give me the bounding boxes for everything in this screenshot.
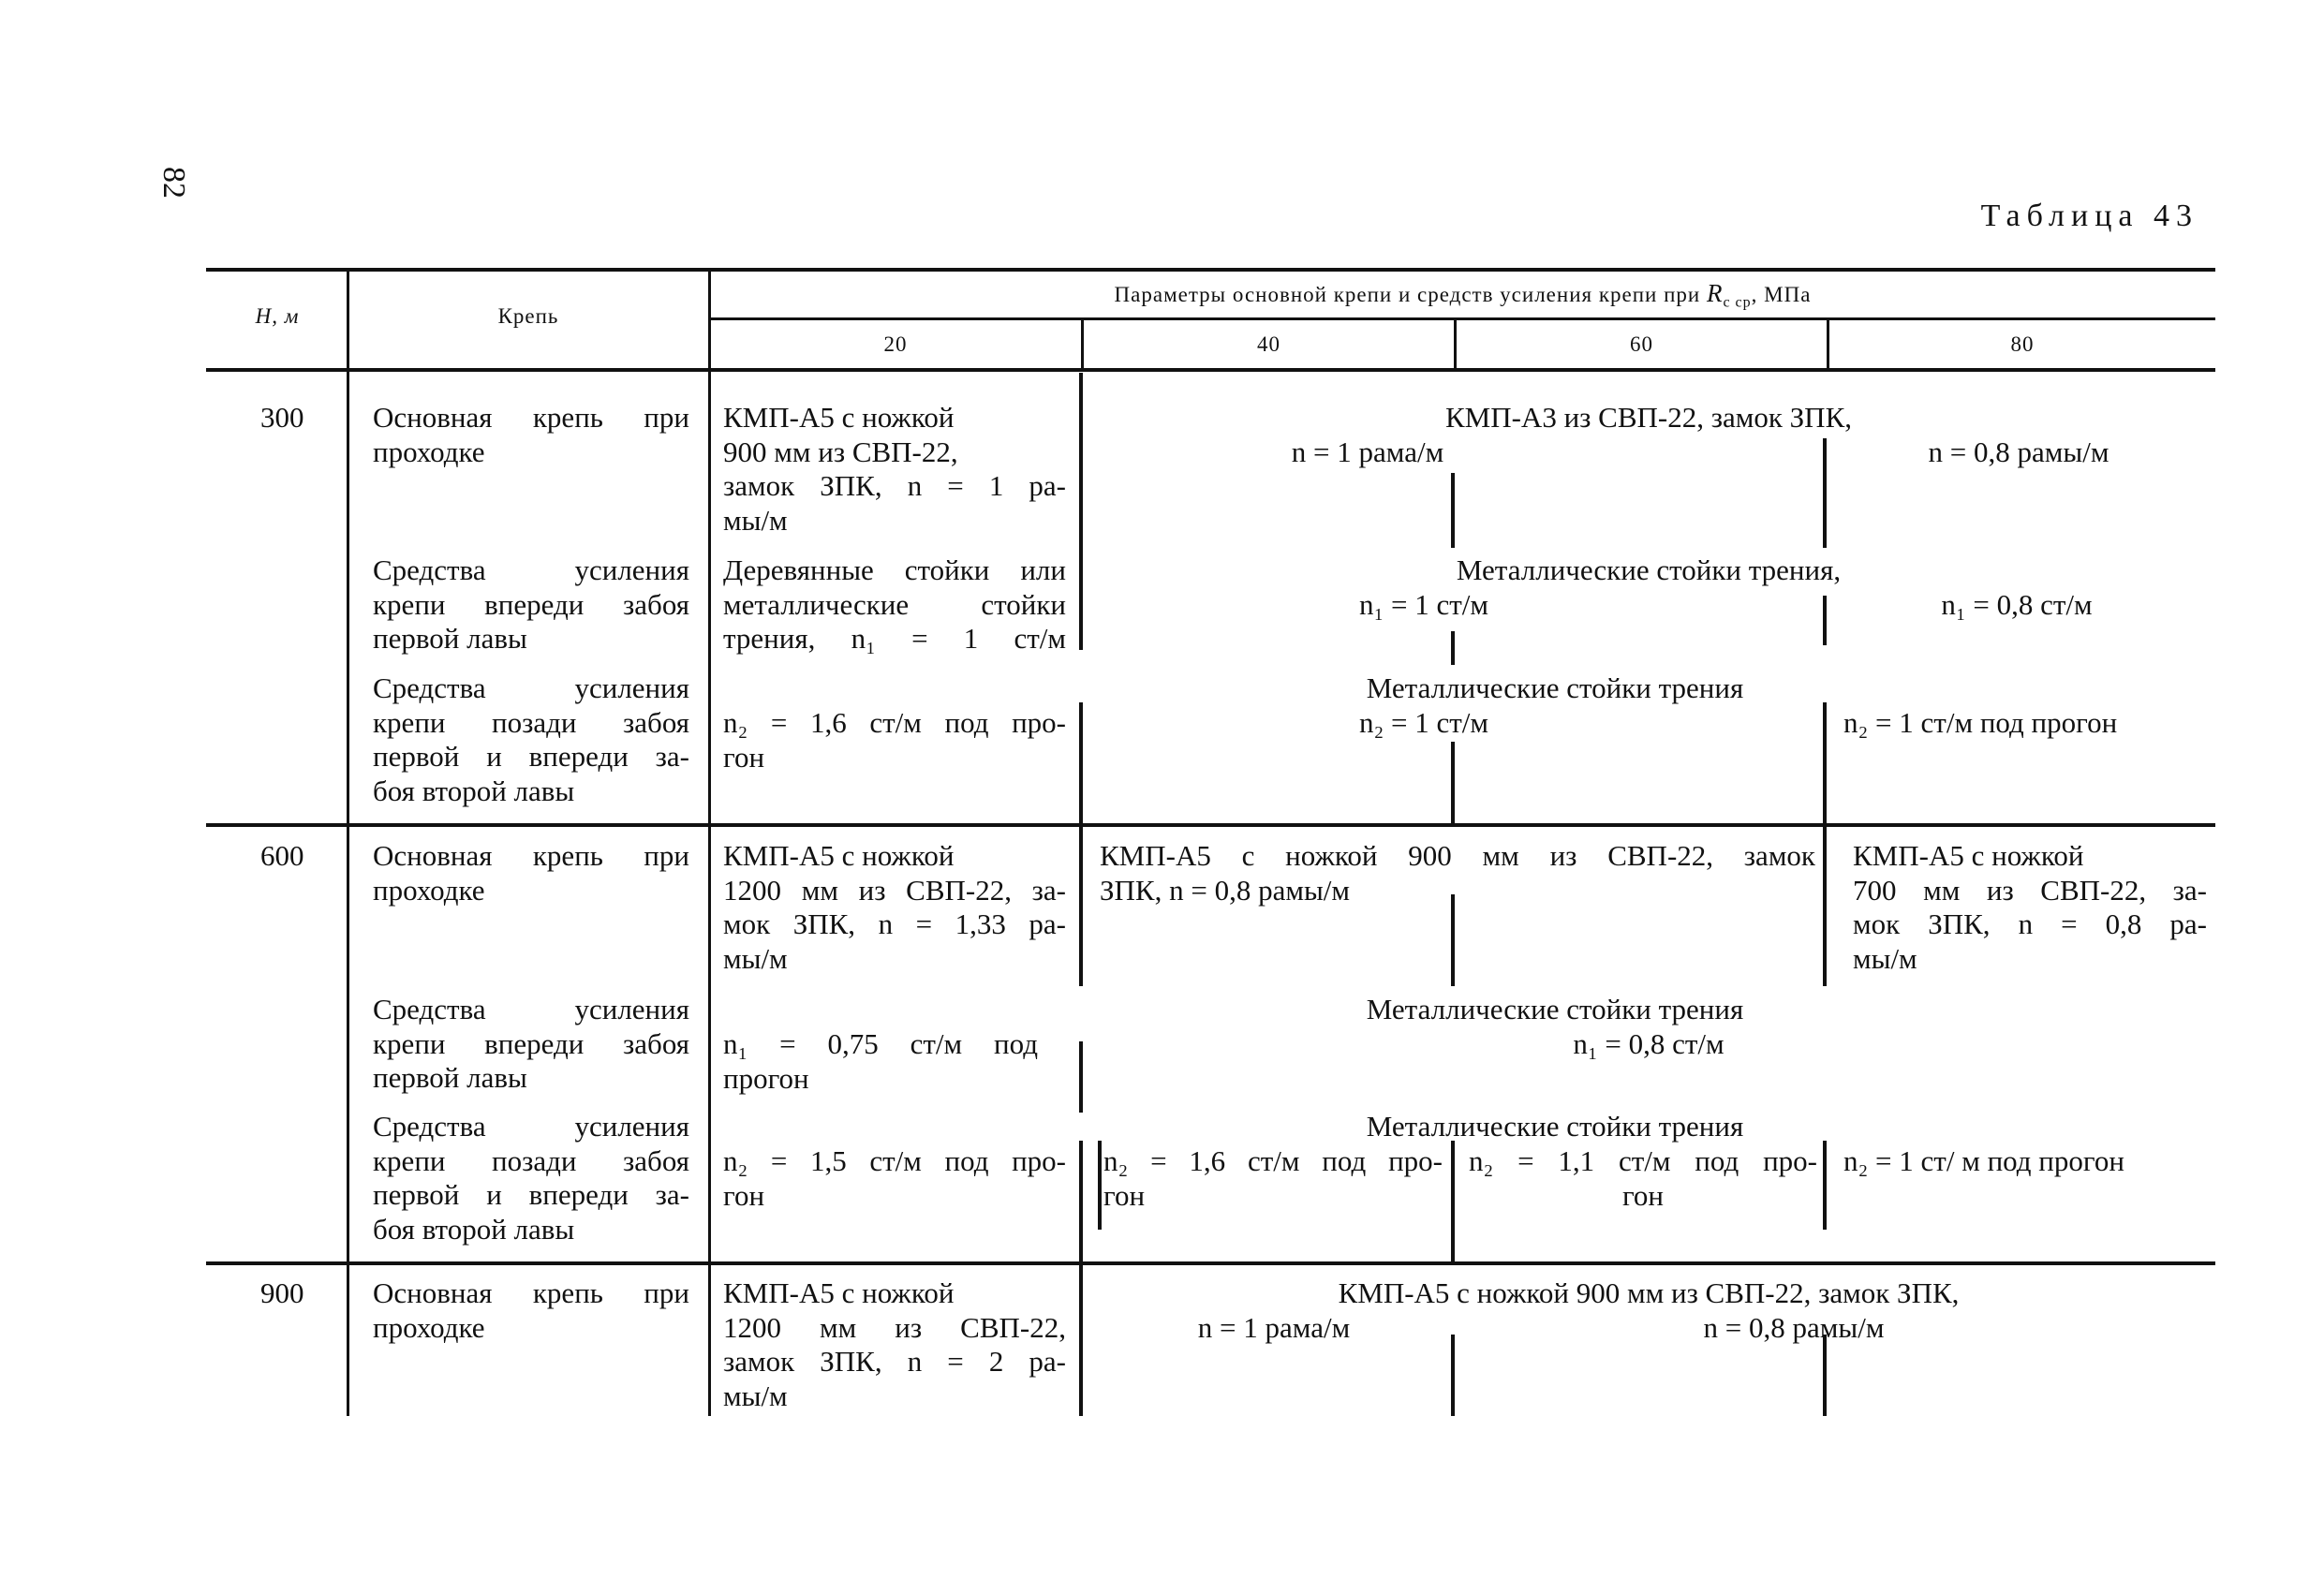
r600-back-label bbox=[373, 1110, 689, 1246]
r300-front-40-60: n₁ = 1 ст/м bbox=[1358, 588, 1489, 621]
label-line: первой и впереди за- bbox=[373, 1178, 689, 1211]
r600-back-20 bbox=[723, 1144, 1066, 1213]
r600-main-80 bbox=[1853, 839, 2207, 976]
r300-front-label bbox=[373, 553, 689, 656]
label-line: Основная крепь при bbox=[373, 839, 689, 872]
label-line: крепи впереди забоя bbox=[373, 587, 689, 621]
page-number: 82 bbox=[156, 167, 191, 199]
label-line: крепи позади забоя bbox=[373, 705, 689, 739]
header-h bbox=[208, 302, 347, 331]
r900-main-60-80: n = 0,8 рамы/м bbox=[1703, 1311, 1885, 1344]
rule-300-b-60 bbox=[1451, 631, 1455, 665]
cell-line: n₁ = 0,75 ст/м под bbox=[723, 1027, 1038, 1060]
r300-back-40-60: n₂ = 1 ст/м bbox=[1358, 706, 1489, 739]
cell-line: замок ЗПК, n = 2 ра- bbox=[723, 1345, 1066, 1378]
cell-line: гон bbox=[723, 740, 765, 774]
label-line: первой и впереди за- bbox=[373, 740, 689, 773]
r600-front-40-80: n₁ = 0,8 ст/м bbox=[1573, 1027, 1724, 1060]
label-line: Средства усиления bbox=[373, 993, 689, 1025]
header-params-title: Параметры основной крепи и средств усиления крепи при bbox=[1114, 283, 1701, 306]
header-params-unit: , МПа bbox=[1751, 283, 1812, 306]
cell-line: n₂ = 1,6 ст/м под про- bbox=[1103, 1144, 1443, 1177]
label-line: первой лавы bbox=[373, 1061, 527, 1094]
depth-600: 600 bbox=[260, 839, 304, 872]
rule-600-c-80 bbox=[1823, 1141, 1827, 1230]
rule-300-b-80 bbox=[1823, 596, 1827, 645]
r300-back-80: n₂ = 1 ст/м под прогон bbox=[1843, 706, 2118, 739]
cell-line: мы/м bbox=[1853, 941, 1917, 975]
r600-front-20 bbox=[723, 1027, 1038, 1096]
r900-main-label bbox=[373, 1276, 689, 1345]
cell-line: n₂ = 1,6 ст/м под про- bbox=[723, 706, 1066, 739]
label-line: проходке bbox=[373, 873, 485, 907]
r600-front-label bbox=[373, 993, 689, 1096]
header-r-40: 40 bbox=[1257, 332, 1280, 356]
r600-main-20 bbox=[723, 839, 1066, 976]
r300-main-80: n = 0,8 рамы/м bbox=[1928, 435, 2109, 468]
r300-front-80: n₁ = 0,8 ст/м bbox=[1941, 588, 2093, 621]
rule-300-c-20 bbox=[1079, 702, 1083, 824]
cell-line: мок ЗПК, n = 1,33 ра- bbox=[723, 907, 1066, 940]
r300-main-label bbox=[373, 401, 689, 469]
section-rule-600 bbox=[206, 823, 2215, 827]
rule-600-c-40 bbox=[1098, 1141, 1102, 1230]
rule-600-a-80 bbox=[1823, 827, 1827, 986]
r300-main-40-60: n = 1 рама/м bbox=[1291, 435, 1444, 468]
r900-main-40: n = 1 рама/м bbox=[1197, 1311, 1351, 1344]
cell-line: трения, n₁ = 1 ст/м bbox=[723, 622, 1066, 655]
rule-300-a-60 bbox=[1451, 473, 1455, 548]
r600-main-label bbox=[373, 839, 689, 907]
r600-back-60 bbox=[1469, 1144, 1817, 1213]
cell-line: металлические стойки bbox=[723, 587, 1066, 621]
rule-600-a-60 bbox=[1451, 894, 1455, 986]
cell-line: гон bbox=[723, 1178, 765, 1212]
col-rule-h bbox=[347, 270, 349, 1416]
label-line: проходке bbox=[373, 1310, 485, 1344]
header-r-60: 60 bbox=[1630, 332, 1653, 356]
cell-line: КМП-А5 с ножкой bbox=[723, 1276, 955, 1309]
header-params-symbol: R bbox=[1706, 279, 1724, 307]
r600-back-40 bbox=[1103, 1144, 1443, 1213]
r300-main-span-title: КМП-А3 из СВП-22, замок ЗПК, bbox=[1444, 401, 1852, 434]
r600-main-40-60 bbox=[1100, 839, 1815, 907]
cell-line: замок ЗПК, n = 1 ра- bbox=[723, 469, 1066, 502]
header-krep: Крепь bbox=[497, 304, 559, 328]
rule-600-b-20 bbox=[1079, 1041, 1083, 1113]
header-h-label: H, м bbox=[255, 304, 300, 328]
cell-line: гон bbox=[1621, 1178, 1665, 1212]
r600-back-80: n₂ = 1 ст/ м под прогон bbox=[1843, 1144, 2124, 1177]
depth-900: 900 bbox=[260, 1276, 304, 1309]
label-line: Основная крепь при bbox=[373, 1276, 689, 1309]
rule-300-a-20 bbox=[1079, 373, 1083, 650]
rule-600-c-20 bbox=[1079, 1141, 1083, 1262]
rule-300-a-80 bbox=[1823, 438, 1827, 548]
rule-900-a-60 bbox=[1451, 1335, 1455, 1416]
label-line: Средства усиления bbox=[373, 1110, 689, 1143]
label-line: первой лавы bbox=[373, 622, 527, 655]
col-rule-krep bbox=[708, 270, 711, 1416]
r300-main-20 bbox=[723, 401, 1066, 538]
label-line: боя второй лавы bbox=[373, 1212, 575, 1246]
cell-line: мы/м bbox=[723, 1379, 788, 1412]
header-r-20: 20 bbox=[883, 332, 908, 356]
label-line: боя второй лавы bbox=[373, 774, 575, 807]
label-line: Основная крепь при bbox=[373, 401, 689, 434]
label-line: Средства усиления bbox=[373, 553, 689, 586]
cell-line: КМП-А5 с ножкой 900 мм из СВП-22, замок bbox=[1100, 839, 1815, 872]
cell-line: прогон bbox=[723, 1061, 809, 1095]
rule-600-c-60 bbox=[1451, 1141, 1455, 1262]
section-rule-900 bbox=[206, 1261, 2215, 1265]
label-line: крепи позади забоя bbox=[373, 1143, 689, 1177]
r300-back-span-title: Металлические стойки трения bbox=[1366, 671, 1744, 704]
rule-900-a-20 bbox=[1079, 1265, 1083, 1416]
rule-300-c-60 bbox=[1451, 742, 1455, 824]
cell-line: Деревянные стойки или bbox=[723, 553, 1066, 586]
depth-300: 300 bbox=[260, 401, 304, 434]
cell-line: ЗПК, n = 0,8 рамы/м bbox=[1100, 873, 1351, 907]
header-r-80: 80 bbox=[2010, 332, 2035, 356]
label-line: Средства усиления bbox=[373, 671, 689, 704]
cell-line: гон bbox=[1103, 1178, 1146, 1212]
cell-line: 700 мм из СВП-22, за- bbox=[1853, 873, 2207, 907]
r900-main-20 bbox=[723, 1276, 1066, 1413]
cell-line: 1200 мм из СВП-22, за- bbox=[723, 873, 1066, 907]
rule-300-c-80 bbox=[1823, 702, 1827, 824]
header-params bbox=[710, 279, 2215, 317]
rule-900-a-80 bbox=[1823, 1335, 1827, 1416]
r900-main-span-title: КМП-А5 с ножкой 900 мм из СВП-22, замок ЗПК, bbox=[1338, 1276, 1960, 1309]
cell-line: n₂ = 1,5 ст/м под про- bbox=[723, 1144, 1066, 1177]
cell-line: мы/м bbox=[723, 941, 788, 975]
table-top-rule bbox=[206, 268, 2215, 272]
r300-back-label bbox=[373, 671, 689, 808]
header-params-subscript: c ср bbox=[1723, 294, 1752, 311]
rule-600-a-20 bbox=[1079, 827, 1083, 986]
r600-back-span-title: Металлические стойки трения bbox=[1366, 1110, 1744, 1143]
cell-line: мок ЗПК, n = 0,8 ра- bbox=[1853, 907, 2207, 940]
r300-front-span-title: Металлические стойки трения, bbox=[1456, 553, 1842, 586]
r600-front-span-title: Металлические стойки трения bbox=[1366, 993, 1744, 1025]
r300-back-20 bbox=[723, 706, 1066, 774]
cell-line: КМП-А5 с ножкой bbox=[723, 839, 955, 872]
header-bottom-rule bbox=[206, 368, 2215, 372]
label-line: крепи впереди забоя bbox=[373, 1026, 689, 1060]
table-title: Таблица 43 bbox=[1980, 199, 2198, 233]
cell-line: КМП-А5 с ножкой bbox=[1853, 839, 2084, 872]
cell-line: n₂ = 1,1 ст/м под про- bbox=[1469, 1144, 1817, 1177]
r300-front-20 bbox=[723, 553, 1066, 656]
cell-line: КМП-А5 с ножкой bbox=[723, 401, 955, 434]
cell-line: мы/м bbox=[723, 503, 788, 537]
cell-line: 1200 мм из СВП-22, bbox=[723, 1310, 1066, 1344]
header-inner-rule bbox=[709, 317, 2215, 320]
cell-line: 900 мм из СВП-22, bbox=[723, 435, 958, 468]
label-line: проходке bbox=[373, 435, 485, 468]
